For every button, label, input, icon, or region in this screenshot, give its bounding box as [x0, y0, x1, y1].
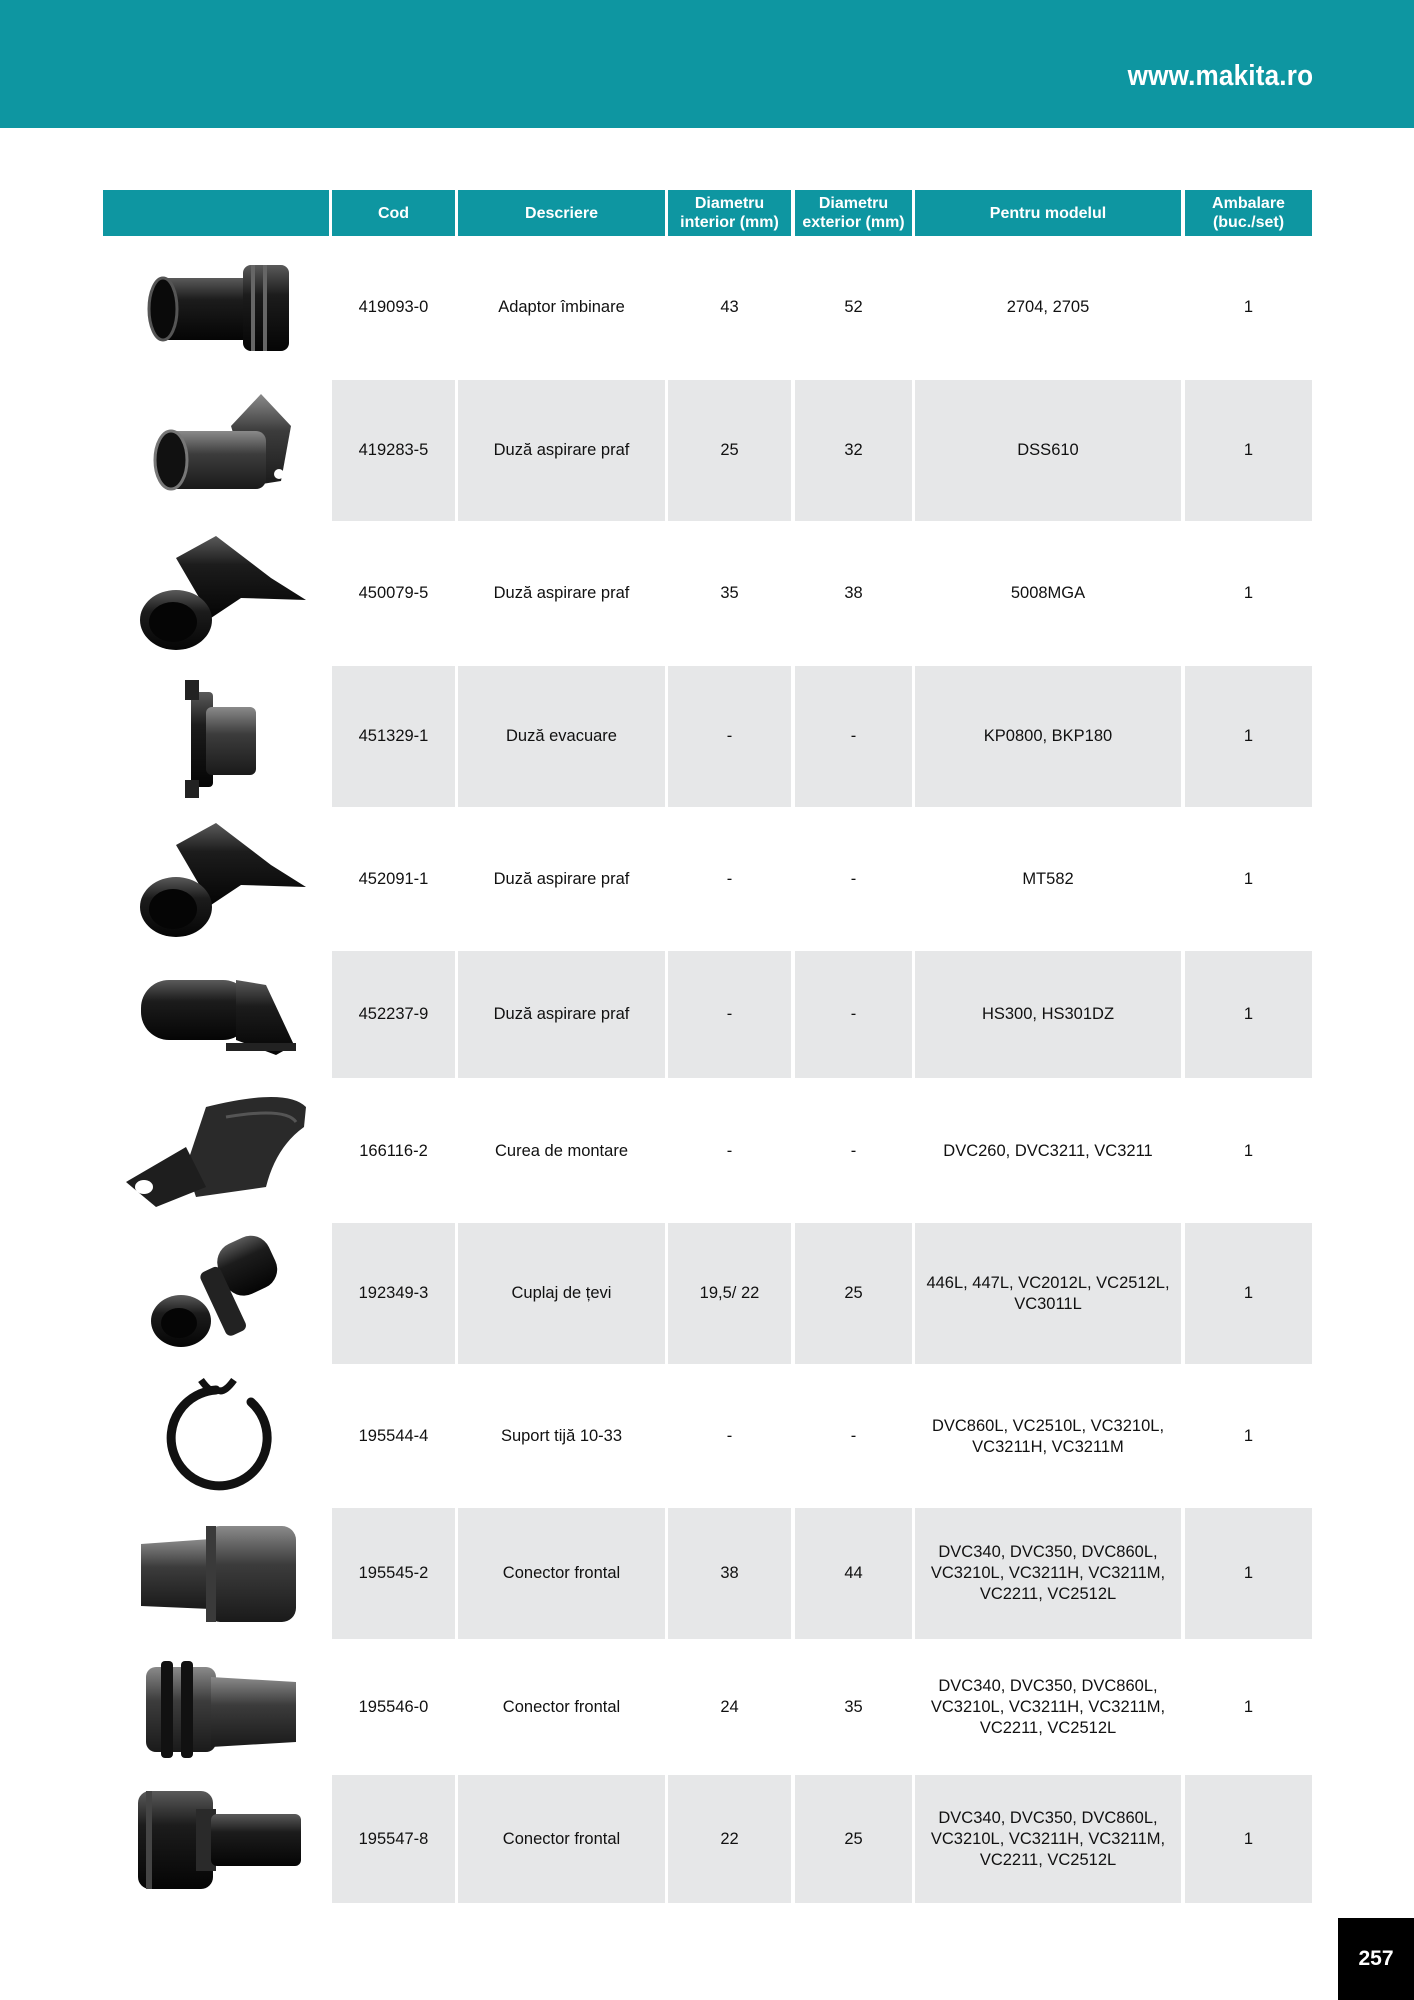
cell-d-ext: 25: [795, 1223, 912, 1364]
column-header-ambalare: Ambalare (buc./set): [1185, 190, 1312, 236]
table-row: [103, 1641, 1314, 1773]
cell-descriere: Duză evacuare: [458, 666, 665, 807]
cell-d-int: 25: [668, 380, 791, 521]
cell-ambalare: 1: [1243, 1427, 1254, 1445]
cell-d-ext: 32: [795, 380, 912, 521]
column-header-cod: Cod: [332, 190, 455, 236]
cell-d-int: -: [726, 1427, 733, 1445]
front-connector-stepped-icon: [103, 1775, 329, 1903]
table-row: [103, 237, 1314, 378]
cell-model: DVC260, DVC3211, VC3211: [943, 1142, 1153, 1160]
dust-nozzle-angled-icon: [103, 951, 329, 1078]
cell-d-int: -: [726, 870, 733, 888]
cell-d-ext: 25: [795, 1775, 912, 1903]
dust-nozzle-flange-icon: [103, 380, 329, 521]
cell-d-int: 19,5/ 22: [668, 1223, 791, 1364]
exhaust-nozzle-icon: [103, 666, 329, 807]
cell-d-int: -: [668, 951, 791, 1078]
mounting-strap-icon: [103, 1081, 329, 1222]
cell-model: DVC340, DVC350, DVC860L, VC3210L, VC3211H, VC3211M, VC2211, VC2512L: [915, 1775, 1181, 1903]
cell-ambalare: 1: [1185, 1508, 1312, 1639]
column-header-diametru-exterior: Diametru exterior (mm): [795, 190, 912, 236]
dust-nozzle-hood-icon: [103, 522, 329, 664]
cell-d-ext: -: [795, 951, 912, 1078]
cell-ambalare: 1: [1243, 1142, 1254, 1160]
cell-ambalare: 1: [1185, 1223, 1312, 1364]
cell-d-int: 24: [720, 1697, 739, 1716]
column-header-descriere: Descriere: [458, 190, 665, 236]
cell-cod: 195546-0: [358, 1697, 429, 1716]
table-row: [103, 809, 1314, 950]
dust-nozzle-hood-icon: [103, 809, 329, 950]
cell-d-ext: 35: [844, 1697, 863, 1716]
column-header-diametru-interior: Diametru interior (mm): [668, 190, 791, 236]
cell-ambalare: 1: [1185, 666, 1312, 807]
cell-d-int: 35: [720, 583, 739, 602]
cell-descriere: Conector frontal: [458, 1775, 665, 1903]
cell-descriere: Duză aspirare praf: [458, 380, 665, 521]
cell-ambalare: 1: [1243, 583, 1254, 602]
table-row: [103, 1508, 1314, 1639]
front-connector-ribbed-icon: [103, 1641, 329, 1773]
cell-cod: 452237-9: [332, 951, 455, 1078]
cell-d-ext: -: [850, 1142, 857, 1160]
cell-d-ext: 44: [795, 1508, 912, 1639]
cell-descriere: Conector frontal: [502, 1697, 621, 1716]
rod-holder-clip-icon: [103, 1366, 329, 1507]
cell-ambalare: 1: [1185, 951, 1312, 1078]
cell-descriere: Adaptor îmbinare: [498, 298, 625, 316]
cell-cod: 195545-2: [332, 1508, 455, 1639]
adapter-fitting-icon: [103, 237, 329, 378]
cell-model: DSS610: [915, 380, 1181, 521]
cell-model: 446L, 447L, VC2012L, VC2512L, VC3011L: [915, 1223, 1181, 1364]
cell-cod: 192349-3: [332, 1223, 455, 1364]
front-connector-large-icon: [103, 1508, 329, 1639]
cell-cod: 195547-8: [332, 1775, 455, 1903]
cell-cod: 195544-4: [358, 1427, 429, 1445]
table-row: [103, 380, 1314, 521]
cell-model: DVC340, DVC350, DVC860L, VC3210L, VC3211H, VC3211M, VC2211, VC2512L: [930, 1676, 1166, 1737]
table-row: [103, 522, 1314, 664]
cell-d-int: -: [726, 1142, 733, 1160]
cell-d-int: 43: [720, 298, 739, 316]
cell-ambalare: 1: [1243, 298, 1254, 316]
cell-model: 2704, 2705: [1006, 298, 1090, 316]
cell-cod: 419093-0: [358, 298, 429, 316]
table-row: [103, 1366, 1314, 1507]
cell-cod: 450079-5: [358, 583, 429, 602]
page-number: 257: [1338, 1918, 1414, 2000]
table-row: [103, 666, 1314, 807]
cell-d-ext: 38: [844, 583, 863, 602]
cell-ambalare: 1: [1243, 870, 1254, 888]
cell-descriere: Cuplaj de țevi: [458, 1223, 665, 1364]
cell-cod: 419283-5: [332, 380, 455, 521]
cell-d-ext: -: [795, 666, 912, 807]
cell-ambalare: 1: [1185, 1775, 1312, 1903]
site-url: www.makita.ro: [1127, 60, 1313, 92]
cell-model: HS300, HS301DZ: [915, 951, 1181, 1078]
table-row: [103, 1081, 1314, 1222]
cell-descriere: Duză aspirare praf: [493, 870, 630, 888]
cell-d-ext: -: [850, 870, 857, 888]
cell-descriere: Suport tijă 10-33: [500, 1427, 623, 1445]
cell-model: KP0800, BKP180: [915, 666, 1181, 807]
cell-d-int: 38: [668, 1508, 791, 1639]
cell-cod: 451329-1: [332, 666, 455, 807]
top-banner: [0, 0, 1414, 128]
cell-descriere: Conector frontal: [458, 1508, 665, 1639]
column-header-image: [103, 190, 329, 236]
cell-d-int: -: [668, 666, 791, 807]
cell-descriere: Curea de montare: [495, 1142, 628, 1160]
cell-model: 5008MGA: [1010, 583, 1086, 602]
cell-model: MT582: [1022, 870, 1074, 888]
cell-d-ext: -: [850, 1427, 857, 1445]
cell-model: DVC860L, VC2510L, VC3210L, VC3211H, VC3211M: [931, 1416, 1165, 1456]
cell-cod: 166116-2: [359, 1142, 428, 1160]
column-header-pentru-modelul: Pentru modelul: [915, 190, 1181, 236]
cell-descriere: Duză aspirare praf: [493, 583, 630, 602]
cell-descriere: Duză aspirare praf: [458, 951, 665, 1078]
cell-model: DVC340, DVC350, DVC860L, VC3210L, VC3211H, VC3211M, VC2211, VC2512L: [915, 1508, 1181, 1639]
cell-ambalare: 1: [1243, 1697, 1254, 1716]
cell-cod: 452091-1: [358, 870, 429, 888]
table-row: [103, 951, 1314, 1078]
cell-d-ext: 52: [844, 298, 863, 316]
cell-ambalare: 1: [1185, 380, 1312, 521]
hose-coupling-icon: [103, 1223, 329, 1364]
table-row: [103, 1223, 1314, 1364]
table-row: [103, 1775, 1314, 1903]
cell-d-int: 22: [668, 1775, 791, 1903]
